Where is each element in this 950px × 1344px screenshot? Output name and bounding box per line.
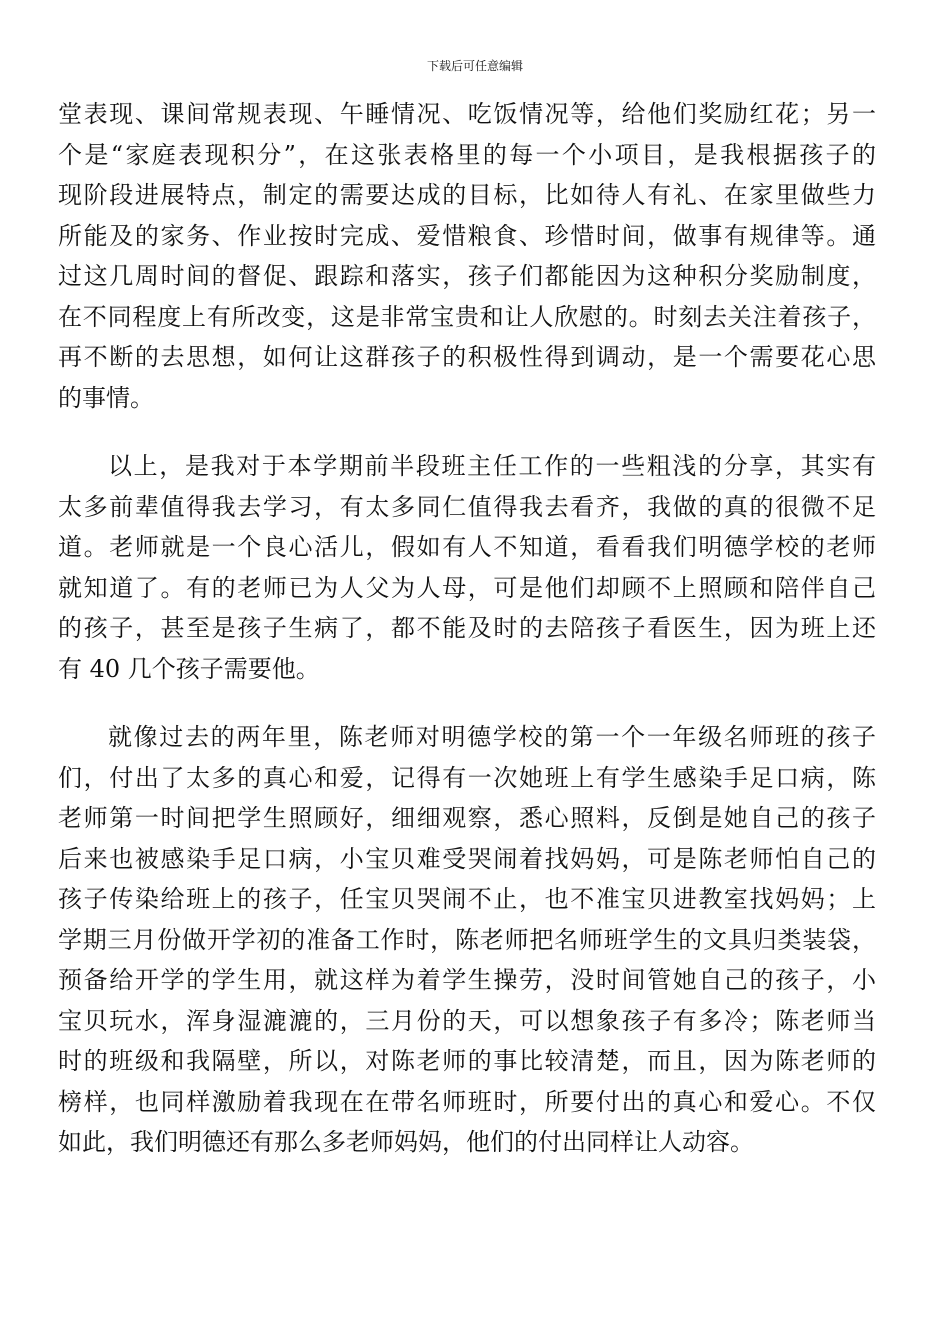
text-line: 以上，是我对于本学期前半段班主任工作的一些粗浅的分享，其实有 — [108, 452, 876, 480]
text-line: 时的班级和我隔壁，所以，对陈老师的事比较清楚，而且，因为陈老师的 — [58, 1047, 876, 1075]
text-line: 道。老师就是一个良心活儿，假如有人不知道，看看我们明德学校的老师 — [58, 533, 876, 561]
text-line: 宝贝玩水，浑身湿漉漉的，三月份的天，可以想象孩子有多冷；陈老师当 — [58, 1006, 876, 1035]
text-line: 个是“家庭表现积分”，在这张表格里的每一个小项目，是我根据孩子的 — [58, 140, 876, 169]
paragraph-spacer — [58, 689, 876, 717]
text-line: 们，付出了太多的真心和爱，记得有一次她班上有学生感染手足口病，陈 — [58, 763, 876, 792]
paragraph-3 — [58, 717, 876, 1163]
text-line: 的孩子，甚至是孩子生病了，都不能及时的去陪孩子看医生，因为班上还 — [58, 614, 876, 642]
text-line: 学期三月份做开学初的准备工作时，陈老师把名师班学生的文具归类装袋， — [58, 925, 876, 954]
text-line: 所能及的家务、作业按时完成、爱惜粮食、珍惜时间，做事有规律等。通 — [58, 221, 876, 250]
page-header: 下载后可任意编辑 — [426, 59, 523, 73]
text-line: 预备给开学的学生用，就这样为着学生操劳，没时间管她自己的孩子，小 — [58, 966, 876, 994]
text-line: 过这几周时间的督促、跟踪和落实，孩子们都能因为这种积分奖励制度， — [58, 262, 876, 290]
text-line: 太多前辈值得我去学习，有太多同仁值得我去看齐，我做的真的很微不足 — [58, 492, 876, 521]
text-line: 后来也被感染手足口病，小宝贝难受哭闹着找妈妈，可是陈老师怕自己的 — [58, 844, 876, 873]
text-line: 再不断的去思想，如何让这群孩子的积极性得到调动，是一个需要花心思 — [58, 343, 876, 371]
text-line: 就知道了。有的老师已为人父为人母，可是他们却顾不上照顾和陪伴自己 — [58, 573, 876, 602]
text-line: 老师第一时间把学生照顾好，细细观察，悉心照料，反倒是她自己的孩子 — [58, 804, 876, 832]
text-line: 有 40 几个孩子需要他。 — [58, 654, 320, 683]
text-line: 就像过去的两年里，陈老师对明德学校的第一个一年级名师班的孩子 — [108, 723, 876, 751]
text-line: 孩子传染给班上的孩子，任宝贝哭闹不止，也不准宝贝进教室找妈妈；上 — [58, 885, 876, 913]
text-line: 在不同程度上有所改变，这是非常宝贵和让人欣慰的。时刻去关注着孩子， — [58, 302, 876, 331]
text-line: 榜样，也同样激励着我现在在带名师班时，所要付出的真心和爱心。不仅 — [58, 1087, 876, 1116]
text-line: 堂表现、课间常规表现、午睡情况、吃饭情况等，给他们奖励红花；另一 — [58, 100, 876, 128]
text-line: 的事情。 — [58, 383, 154, 412]
text-line: 如此，我们明德还有那么多老师妈妈，他们的付出同样让人动容。 — [58, 1128, 754, 1156]
document-body — [58, 94, 876, 1163]
paragraph-spacer — [58, 418, 876, 446]
paragraph-2 — [58, 446, 876, 689]
paragraph-1 — [58, 94, 876, 418]
text-line: 现阶段进展特点，制定的需要达成的目标，比如待人有礼、在家里做些力 — [58, 181, 876, 209]
